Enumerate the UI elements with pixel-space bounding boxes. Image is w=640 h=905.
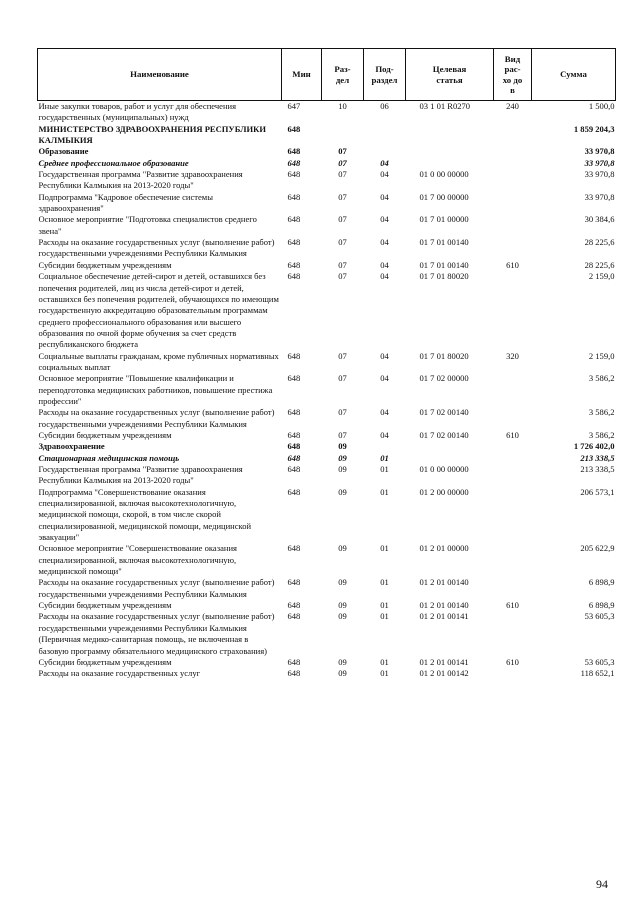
row-name: Расходы на оказание государственных услуг (выполнение работ) государственными учреждениями Республики Калмыкия	[38, 237, 275, 259]
row-name: Образование	[38, 146, 89, 157]
row-subsection-code: 04	[380, 407, 389, 418]
row-section-code: 09	[338, 486, 347, 497]
row-name: Здравоохранение	[38, 441, 105, 452]
row-subsection-code: 01	[380, 577, 389, 588]
row-ministry-code: 648	[287, 656, 301, 667]
row-ministry-code: 648	[287, 668, 301, 679]
row-ministry-code: 648	[287, 271, 301, 282]
row-subsection-code: 04	[380, 373, 389, 384]
row-section-code: 09	[338, 543, 347, 554]
row-section-code: 09	[338, 600, 347, 611]
table-row	[38, 124, 616, 147]
row-ministry-code: 648	[287, 407, 301, 418]
row-ministry-code: 648	[287, 486, 301, 497]
page-number: 94	[596, 877, 608, 891]
header-ministry: Мин	[282, 49, 322, 101]
header-expense-type: Вид рас- хо до в	[494, 49, 532, 101]
table-row	[38, 192, 616, 215]
row-subsection-code	[364, 441, 406, 452]
row-ministry-code: 648	[287, 429, 301, 440]
row-target-article: 01 2 01 00142	[419, 668, 469, 679]
row-name: Субсидии бюджетным учреждениям	[38, 429, 172, 440]
row-name: Расходы на оказание государственных услуг (выполнение работ) государственными учреждениями Республики Калмыкия	[38, 577, 275, 599]
row-subsection-code: 06	[380, 101, 389, 111]
row-section-code: 09	[338, 464, 347, 474]
row-subsection-code: 04	[380, 191, 389, 202]
header-amount: Сумма	[532, 49, 616, 101]
row-subsection-code: 01	[380, 464, 389, 474]
row-ministry-code: 648	[287, 464, 301, 474]
row-ministry-code: 648	[287, 452, 301, 463]
row-section-code: 07	[338, 429, 347, 440]
row-expense-type: 610	[506, 656, 519, 667]
row-ministry-code: 648	[287, 611, 301, 622]
row-amount: 1 500,0	[588, 101, 615, 111]
row-name: Расходы на оказание государственных услуг (выполнение работ) государственными учреждениями Республики Калмыкия	[38, 407, 275, 429]
row-name: Социальное обеспечение детей-сирот и детей, оставшихся без попечения родителей, лиц из числа детей-сирот и детей, оставшихся без попечения родителей, обучающихся по имеющим государственную аккредитацию образовательным программам среднего профессионального образования или высшего образования по очной форме обучения за счет средств республиканского бюджета	[38, 271, 279, 350]
row-section-code: 07	[338, 191, 347, 202]
row-subsection-code: 01	[380, 656, 389, 667]
row-ministry-code: 648	[287, 123, 301, 134]
table-row	[38, 351, 616, 374]
row-subsection-code: 04	[380, 157, 389, 168]
budget-table	[37, 48, 616, 680]
row-amount: 33 970,8	[584, 157, 615, 168]
row-amount: 1 726 402,0	[573, 441, 615, 452]
header-target-article: Целевая статья	[406, 49, 494, 101]
row-expense-type	[494, 158, 532, 169]
row-name: МИНИСТЕРСТВО ЗДРАВООХРАНЕНИЯ РЕСПУБЛИКИ КАЛМЫКИЯ	[38, 123, 267, 146]
row-target-article: 01 7 01 00000	[419, 214, 469, 225]
row-amount: 6 898,9	[588, 600, 615, 611]
row-target-article: 01 7 01 80020	[419, 271, 469, 282]
row-expense-type	[494, 487, 532, 544]
row-amount: 33 970,8	[584, 146, 615, 157]
table-row	[38, 407, 616, 430]
row-amount: 2 159,0	[588, 271, 615, 282]
row-section-code: 07	[338, 350, 347, 361]
table-row	[38, 101, 616, 124]
row-section-code: 07	[338, 407, 347, 418]
row-amount: 30 384,6	[584, 214, 615, 225]
row-target-article	[406, 441, 494, 452]
row-expense-type: 610	[506, 259, 519, 270]
table-row	[38, 158, 616, 169]
row-subsection-code: 01	[380, 668, 389, 679]
row-target-article	[406, 124, 494, 147]
row-expense-type	[494, 611, 532, 656]
row-amount: 2 159,0	[588, 350, 615, 361]
table-row	[38, 260, 616, 271]
row-subsection-code: 04	[380, 169, 389, 180]
row-section-code: 09	[338, 611, 347, 622]
row-ministry-code: 648	[287, 350, 301, 361]
row-name: Субсидии бюджетным учреждениям	[38, 656, 172, 667]
row-amount: 3 586,2	[588, 373, 615, 384]
table-row	[38, 611, 616, 656]
row-amount: 33 970,8	[584, 169, 615, 180]
row-section-code: 07	[338, 169, 347, 180]
table-row	[38, 543, 616, 577]
row-ministry-code: 648	[287, 543, 301, 554]
row-subsection-code: 04	[380, 271, 389, 282]
table-row	[38, 464, 616, 487]
row-name: Расходы на оказание государственных услуг (выполнение работ) государственными учреждениями Республики Калмыкия (Первичная медико-санитарная помощь, не включенная в базовую программу обязательного медицинского страхования)	[38, 611, 275, 656]
row-section-code: 09	[338, 656, 347, 667]
row-expense-type	[494, 668, 532, 679]
row-subsection-code: 01	[380, 543, 389, 554]
row-name: Государственная программа "Развитие здравоохранения Республики Калмыкия на 2013-2020 годы"	[38, 464, 243, 486]
row-ministry-code: 648	[287, 169, 301, 180]
row-name: Основное мероприятие "Совершенствование оказания специализированной, включая высокотехнологичную, медицинской помощи"	[38, 543, 237, 577]
table-row	[38, 577, 616, 600]
row-ministry-code: 647	[287, 101, 301, 111]
row-amount: 33 970,8	[584, 191, 615, 202]
row-amount: 3 586,2	[588, 429, 615, 440]
row-name: Основное мероприятие "Повышение квалификации и переподготовка медицинских работников, повышение престижа профессии"	[38, 373, 273, 406]
row-amount: 205 622,9	[580, 543, 615, 554]
row-name: Основное мероприятие "Подготовка специалистов среднего звена"	[38, 214, 257, 236]
row-section-code: 07	[338, 237, 347, 248]
row-target-article: 01 2 01 00141	[419, 656, 469, 667]
row-expense-type	[494, 453, 532, 464]
row-name: Среднее профессиональное образование	[38, 157, 189, 168]
table-header	[38, 49, 616, 101]
row-section-code: 09	[338, 668, 347, 679]
row-section-code: 10	[338, 101, 347, 111]
row-expense-type	[494, 146, 532, 157]
row-expense-type	[494, 124, 532, 147]
row-target-article	[406, 158, 494, 169]
row-ministry-code: 648	[287, 214, 301, 225]
row-subsection-code: 01	[380, 611, 389, 622]
row-amount: 206 573,1	[580, 486, 615, 497]
row-section-code: 07	[338, 271, 347, 282]
row-amount: 6 898,9	[588, 577, 615, 588]
table-row	[38, 430, 616, 441]
row-amount: 1 859 204,3	[573, 123, 615, 134]
row-name: Субсидии бюджетным учреждениям	[38, 259, 172, 270]
row-subsection-code: 01	[380, 486, 389, 497]
row-name: Подпрограмма "Совершенствование оказания специализированной, включая высокотехнологичную, медицинской помощи, скорой, в том числе скорой специализированной, медицинской помощи, медицинской эвакуации"	[38, 486, 252, 543]
row-name: Социальные выплаты гражданам, кроме публичных нормативных социальных выплат	[38, 350, 279, 372]
table-row	[38, 146, 616, 157]
row-subsection-code: 01	[380, 600, 389, 611]
row-ministry-code: 648	[287, 237, 301, 248]
row-expense-type	[494, 192, 532, 215]
row-amount: 213 338,5	[580, 464, 615, 474]
row-target-article: 01 0 00 00000	[419, 464, 469, 474]
row-expense-type	[494, 214, 532, 237]
row-name: Расходы на оказание государственных услуг	[38, 668, 201, 679]
row-subsection-code	[364, 124, 406, 147]
row-section-code: 07	[338, 259, 347, 270]
row-expense-type: 610	[506, 429, 519, 440]
row-name: Стационарная медицинская помощь	[38, 452, 180, 463]
table-row	[38, 169, 616, 192]
table-row	[38, 237, 616, 260]
row-subsection-code: 04	[380, 429, 389, 440]
row-amount: 3 586,2	[588, 407, 615, 418]
table-row	[38, 271, 616, 350]
row-subsection-code: 04	[380, 237, 389, 248]
row-target-article: 01 0 00 00000	[419, 169, 469, 180]
row-amount: 118 652,1	[580, 668, 615, 679]
row-section-code: 07	[338, 373, 347, 384]
row-expense-type	[494, 373, 532, 407]
row-section-code: 07	[338, 157, 347, 168]
row-ministry-code: 648	[287, 191, 301, 202]
row-target-article: 01 2 01 00141	[419, 611, 469, 622]
row-expense-type: 610	[506, 600, 519, 611]
row-subsection-code	[364, 146, 406, 157]
row-expense-type	[494, 577, 532, 600]
table-row	[38, 600, 616, 611]
row-subsection-code: 04	[380, 259, 389, 270]
row-expense-type	[494, 543, 532, 577]
row-section-code: 09	[338, 441, 347, 452]
header-section: Раз- дел	[322, 49, 364, 101]
table-row	[38, 441, 616, 452]
row-section-code	[322, 124, 364, 147]
row-amount: 28 225,6	[584, 237, 615, 248]
table-row	[38, 453, 616, 464]
row-target-article: 01 7 02 00000	[419, 373, 469, 384]
row-section-code: 09	[338, 452, 347, 463]
row-expense-type	[494, 407, 532, 430]
row-amount: 28 225,6	[584, 259, 615, 270]
row-target-article: 01 2 01 00140	[419, 577, 469, 588]
row-section-code: 07	[338, 146, 347, 157]
row-target-article	[406, 453, 494, 464]
table-row	[38, 373, 616, 407]
row-ministry-code: 648	[287, 441, 301, 452]
header-subsection: Под- раздел	[364, 49, 406, 101]
row-target-article: 03 1 01 R0270	[419, 101, 471, 111]
row-target-article: 01 7 02 00140	[419, 429, 469, 440]
row-expense-type: 240	[506, 101, 519, 111]
row-target-article: 01 2 01 00000	[419, 543, 469, 554]
row-section-code: 07	[338, 214, 347, 225]
row-expense-type: 320	[506, 350, 519, 361]
row-target-article: 01 7 02 00140	[419, 407, 469, 418]
row-amount: 53 605,3	[584, 611, 615, 622]
header-name: Наименование	[38, 49, 282, 101]
row-expense-type	[494, 441, 532, 452]
row-target-article: 01 2 01 00140	[419, 600, 469, 611]
row-name: Государственная программа "Развитие здравоохранения Республики Калмыкия на 2013-2020 годы"	[38, 169, 243, 191]
row-expense-type	[494, 271, 532, 350]
table-body	[38, 101, 616, 680]
row-target-article: 01 2 00 00000	[419, 486, 469, 497]
row-amount: 213 338,5	[580, 452, 615, 463]
row-target-article	[406, 146, 494, 157]
row-subsection-code: 04	[380, 214, 389, 225]
table-row	[38, 214, 616, 237]
table-row	[38, 668, 616, 679]
row-expense-type	[494, 169, 532, 192]
row-ministry-code: 648	[287, 146, 301, 157]
row-ministry-code: 648	[287, 577, 301, 588]
row-ministry-code: 648	[287, 259, 301, 270]
row-name: Иные закупки товаров, работ и услуг для обеспечения государственных (муниципальных) нужд	[38, 101, 237, 123]
row-subsection-code: 01	[380, 452, 389, 463]
row-target-article: 01 7 01 80020	[419, 350, 469, 361]
row-name: Подпрограмма "Кадровое обеспечение системы здравоохранения"	[38, 191, 213, 214]
row-expense-type	[494, 237, 532, 260]
row-name: Субсидии бюджетным учреждениям	[38, 600, 172, 611]
row-expense-type	[494, 464, 532, 487]
row-target-article: 01 7 01 00140	[419, 237, 469, 248]
row-section-code: 09	[338, 577, 347, 588]
row-target-article: 01 7 01 00140	[419, 259, 469, 270]
row-amount: 53 605,3	[584, 656, 615, 667]
row-ministry-code: 648	[287, 157, 301, 168]
row-subsection-code: 04	[380, 350, 389, 361]
row-target-article: 01 7 00 00000	[419, 191, 469, 202]
table-row	[38, 487, 616, 544]
row-ministry-code: 648	[287, 373, 301, 384]
budget-document	[37, 48, 615, 680]
row-ministry-code: 648	[287, 600, 301, 611]
table-row	[38, 657, 616, 668]
